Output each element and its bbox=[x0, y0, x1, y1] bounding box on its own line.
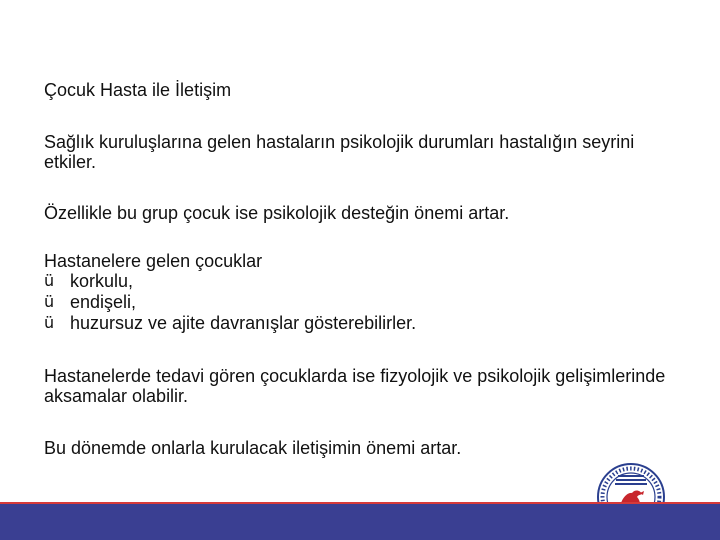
slide-title: Çocuk Hasta ile İletişim bbox=[44, 80, 232, 100]
slide-body bbox=[44, 80, 684, 458]
list-item bbox=[44, 313, 684, 334]
check-icon: ü bbox=[44, 313, 55, 332]
list-item-text: endişeli, bbox=[70, 292, 137, 312]
check-icon: ü bbox=[44, 271, 55, 290]
footer-bar bbox=[0, 504, 720, 540]
paragraph-communication: Bu dönemde onlarla kurulacak iletişimin önemi artar. bbox=[44, 438, 462, 458]
list-item bbox=[44, 292, 684, 313]
checklist bbox=[44, 271, 684, 334]
list-intro: Hastanelere gelen çocuklar bbox=[44, 251, 263, 271]
list-item-text: korkulu, bbox=[70, 271, 134, 291]
paragraph-psychological-state: Sağlık kuruluşlarına gelen hastaların psikolojik durumları hastalığın seyrini etkiler. bbox=[44, 132, 635, 172]
list-item-text: huzursuz ve ajite davranışlar gösterebilirler. bbox=[70, 313, 417, 333]
paragraph-development: Hastanelerde tedavi gören çocuklarda ise fizyolojik ve psikolojik gelişimlerinde aksamalar olabilir. bbox=[44, 366, 666, 406]
paragraph-support-importance: Özellikle bu grup çocuk ise psikolojik desteğin önemi artar. bbox=[44, 203, 510, 223]
check-icon: ü bbox=[44, 292, 55, 311]
list-item bbox=[44, 271, 684, 292]
